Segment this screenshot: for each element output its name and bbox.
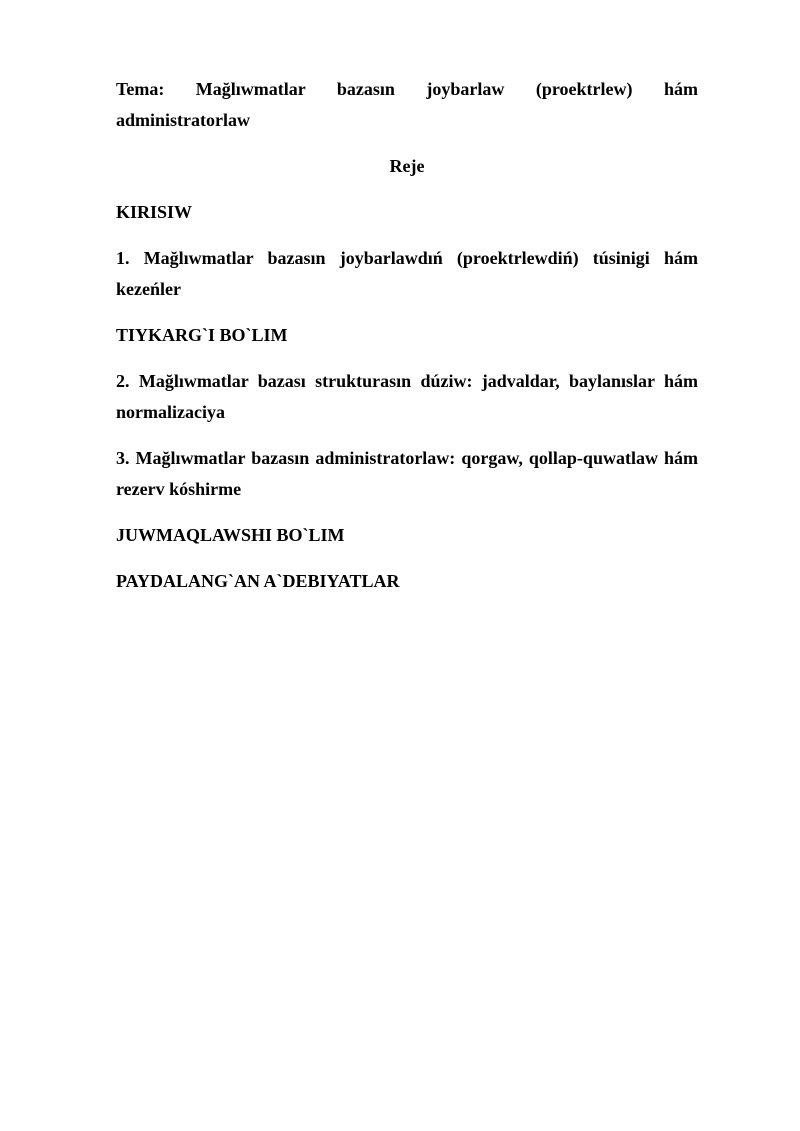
- plan-item-2: 2. Mağlıwmatlar bazası strukturasın dúziw: jadvaldar, baylanıslar hám normalizaciya: [116, 371, 698, 422]
- intro-heading: KIRISIW: [116, 202, 193, 222]
- topic-title: Tema: Mağlıwmatlar bazasın joybarlaw (proektrlew) hám administratorlaw: [116, 79, 698, 130]
- main-section-heading: TIYKARG`I BO`LIM: [116, 325, 288, 345]
- plan-item-1: 1. Mağlıwmatlar bazasın joybarlawdıń (proektrlewdiń) túsinigi hám kezeńler: [116, 248, 698, 299]
- references-heading: PAYDALANG`AN A`DEBIYATLAR: [116, 571, 400, 591]
- conclusion-heading: JUWMAQLAWSHI BO`LIM: [116, 525, 345, 545]
- plan-item-3: 3. Mağlıwmatlar bazasın administratorlaw: qorgaw, qollap-quwatlaw hám rezerv kóshirme: [116, 448, 698, 499]
- document-body: [116, 74, 698, 612]
- plan-heading: Reje: [389, 156, 425, 176]
